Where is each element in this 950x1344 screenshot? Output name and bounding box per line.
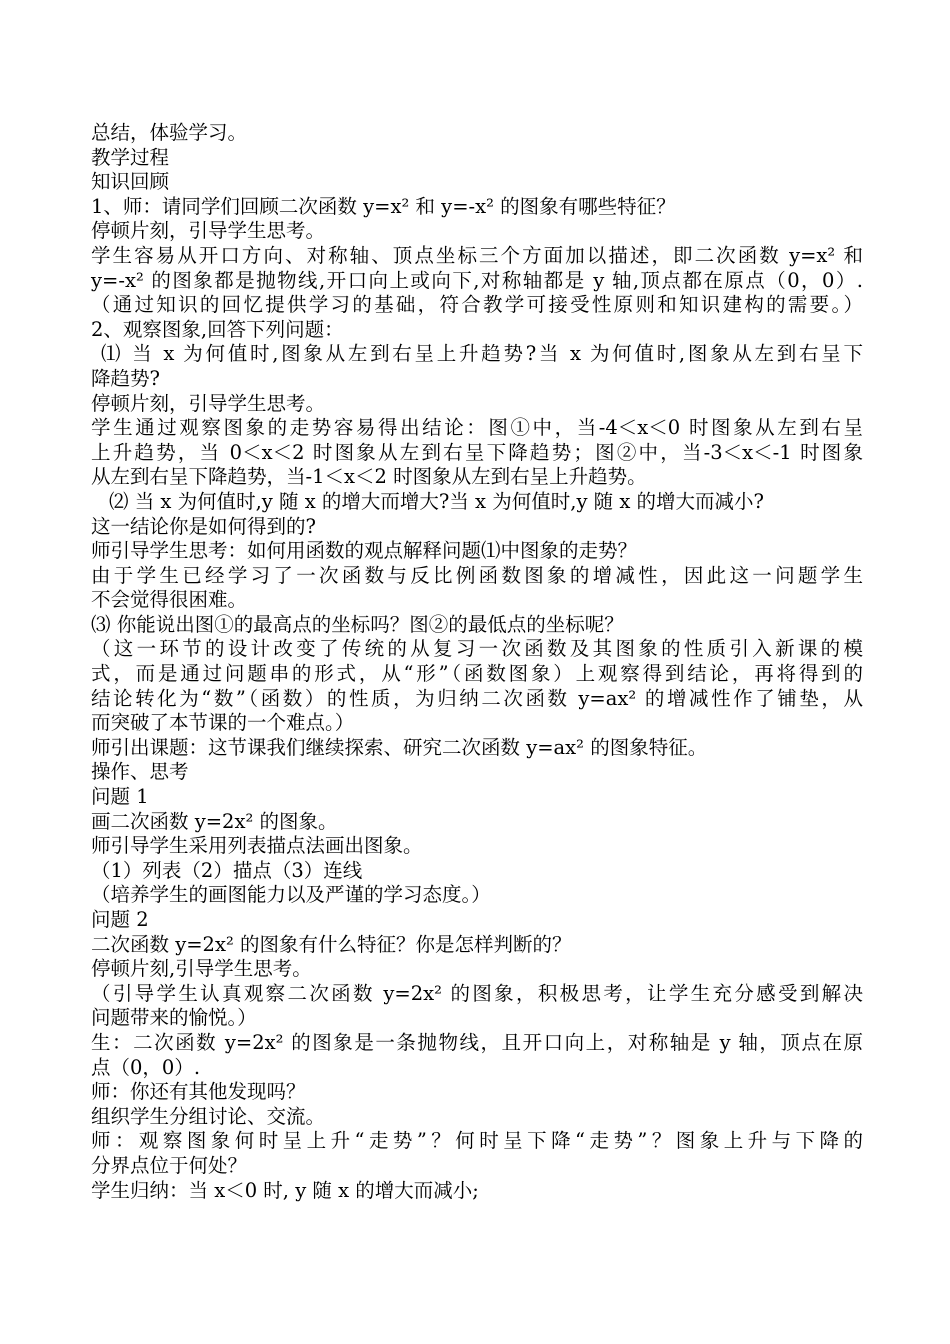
text-line: （这一环节的设计改变了传统的从复习一次函数及其图象的性质引入新课的模 <box>91 637 863 661</box>
text-line: 师：观察图象何时呈上升“走势”？何时呈下降“走势”？图象上升与下降的 <box>91 1129 863 1153</box>
text-line: 总结，体验学习。 <box>91 121 248 144</box>
text-line: 师引出课题：这节课我们继续探索、研究二次函数 y=ax² 的图象特征。 <box>91 735 708 759</box>
text-line: 操作、思考 <box>91 760 189 784</box>
text-line: 师引导学生思考：如何用函数的观点解释问题⑴中图象的走势？ <box>91 539 638 563</box>
text-line: ⑴ 当 x 为何值时,图象从左到右呈上升趋势?当 x 为何值时,图象从左到右呈下 <box>101 342 863 366</box>
text-line: 由于学生已经学习了一次函数与反比例函数图象的增减性，因此这一问题学生 <box>91 563 863 587</box>
text-line: 知识回顾 <box>91 170 170 194</box>
text-line: 生：二次函数 y=2x² 的图象是一条抛物线，且开口向上，对称轴是 y 轴，顶点在原 <box>91 1030 863 1054</box>
text-line: 学生容易从开口方向、对称轴、顶点坐标三个方面加以描述，即二次函数 y=x² 和 <box>91 243 863 267</box>
text-line: （引导学生认真观察二次函数 y=2x² 的图象，积极思考，让学生充分感受到解决 <box>91 981 863 1005</box>
text-line: 学生归纳：当 x＜0 时, y 随 x 的增大而减小; <box>91 1178 479 1202</box>
text-line: 不会觉得很困难。 <box>91 588 248 612</box>
text-line: 这一结论你是如何得到的? <box>91 514 316 538</box>
text-line: 二次函数 y=2x² 的图象有什么特征？你是怎样判断的？ <box>91 932 572 956</box>
text-line: 1、师：请同学们回顾二次函数 y=x² 和 y=-x² 的图象有哪些特征？ <box>91 194 676 218</box>
text-line: 停顿片刻,引导学生思考。 <box>91 957 312 981</box>
document-body <box>91 121 863 1203</box>
text-line: 问题带来的愉悦。） <box>91 1006 257 1030</box>
text-line: 式，而是通过问题串的形式，从“形”（函数图象）上观察得到结论，再将得到的 <box>91 662 863 686</box>
text-line: 从左到右呈下降趋势，当-1＜x＜2 时图象从左到右呈上升趋势。 <box>91 465 647 489</box>
text-line: 教学过程 <box>91 145 170 169</box>
text-line: 分界点位于何处？ <box>91 1153 248 1177</box>
text-line: 问题 1 <box>91 785 149 809</box>
text-line: ⑵ 当 x 为何值时,y 随 x 的增大而增大?当 x 为何值时,y 随 x 的增大而减小? <box>109 489 765 513</box>
text-line: 降趋势? <box>91 366 160 390</box>
text-line: 停顿片刻，引导学生思考。 <box>91 391 326 415</box>
text-line: （培养学生的画图能力以及严谨的学习态度。） <box>91 883 491 907</box>
text-line: （1）列表（2）描点（3）连线 <box>91 858 363 882</box>
text-line: 画二次函数 y=2x² 的图象。 <box>91 809 338 833</box>
text-line: 组织学生分组讨论、交流。 <box>91 1104 326 1128</box>
text-line: 师：你还有其他发现吗？ <box>91 1080 306 1104</box>
text-line: 问题 2 <box>91 908 149 931</box>
text-line: 学生通过观察图象的走势容易得出结论：图①中，当-4＜x＜0 时图象从左到右呈 <box>91 416 863 440</box>
text-line: 结论转化为“数”（函数）的性质，为归纳二次函数 y=ax² 的增减性作了铺垫，从 <box>91 686 863 710</box>
text-line: 点（0，0）. <box>91 1055 201 1079</box>
text-line: 师引导学生采用列表描点法画出图象。 <box>91 834 423 858</box>
text-line: 而突破了本节课的一个难点。） <box>91 711 355 735</box>
text-line: ⑶ 你能说出图①的最高点的坐标吗？图②的最低点的坐标呢？ <box>91 612 624 636</box>
text-line: 停顿片刻，引导学生思考。 <box>91 219 326 243</box>
text-line: y=-x² 的图象都是抛物线,开口向上或向下,对称轴都是 y 轴,顶点都在原点（0，0）. <box>91 268 863 292</box>
text-line: （通过知识的回忆提供学习的基础，符合教学可接受性原则和知识建构的需要。） <box>91 293 863 317</box>
text-line: 2、观察图象,回答下列问题： <box>91 317 344 341</box>
text-line: 上升趋势，当 0＜x＜2 时图象从左到右呈下降趋势；图②中，当-3＜x＜-1 时图象 <box>91 440 863 464</box>
